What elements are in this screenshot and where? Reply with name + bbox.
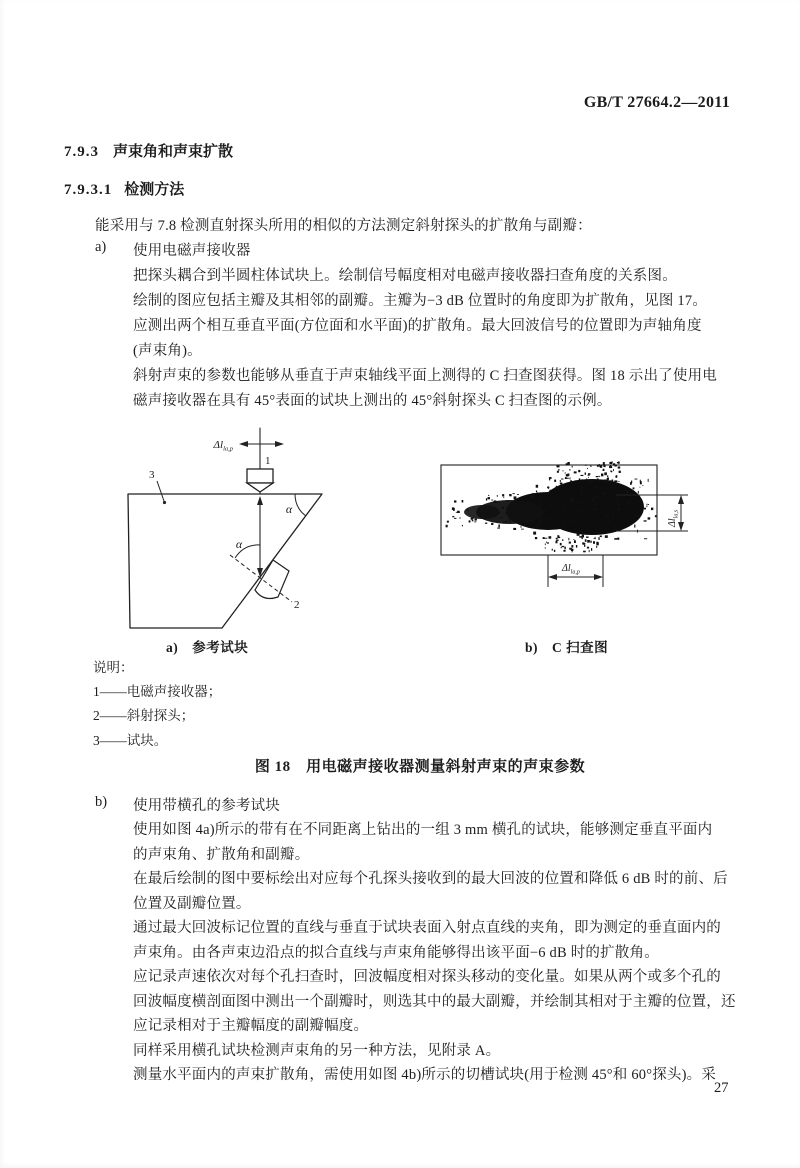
leader-line-3 [157, 481, 164, 501]
item-a-paragraph [133, 264, 717, 414]
beam-arrow [257, 496, 263, 577]
text-line: 斜射声束的参数也能够从垂直于声束轴线平面上测得的 C 扫查图获得。图 18 示出了使用电 [133, 368, 717, 384]
standard-number-header: GB/T 27664.2—2011 [583, 94, 730, 111]
intro-paragraph: 能采用与 7.8 检测直射探头所用的相似的方法测定斜射探头的扩散角与副瓣： [95, 218, 592, 234]
section-title: 声束角和声束扩散 [113, 144, 234, 160]
alpha-arc-top [295, 494, 306, 516]
section-heading-793 [64, 140, 233, 161]
subcaption-a: a) 参考试块 [166, 640, 249, 655]
alpha-label-top: α [285, 502, 293, 516]
legend-item: 2——斜射探头； [93, 708, 195, 724]
figure-caption: 图 18 用电磁声接收器测量斜射声束的声束参数 [254, 759, 586, 775]
emat-receiver [247, 469, 273, 492]
diagram-cscan [430, 455, 710, 600]
section-title: 检测方法 [124, 182, 185, 198]
svg-text:Δlla,s: $\Delta l_{la,s}$ [667, 509, 680, 527]
legend-title: 说明： [93, 660, 134, 675]
section-number: 7.9.3 [64, 144, 99, 160]
diagram-reference-block [105, 420, 405, 635]
text-line: 声束角。由各声束边沿点的拟合直线与声束角能够得出该平面−6 dB 时的扩散角。 [133, 944, 659, 961]
dimension-arrow-lap [239, 441, 284, 447]
text-line: 应测出两个相互垂直平面(方位面和水平面)的扩散角。最大回波信号的位置即为声轴角度 [133, 318, 702, 334]
leader-dot-3 [163, 501, 166, 504]
text-line: 通过最大回波标记位置的直线与垂直于试块表面入射点直线的夹角，即为测定的垂直面内的 [133, 920, 721, 936]
dim-label-lap: $\Delta l_{la,p}$ [213, 439, 233, 453]
callout-3: 3 [149, 469, 155, 481]
text-line: 测量水平面内的声束扩散角，需使用如图 4b)所示的切槽试块(用于检测 45°和 60°探头)。采 [133, 1067, 717, 1083]
callout-2: 2 [294, 599, 300, 611]
subcaption-b: b) C 扫查图 [525, 640, 609, 655]
list-item-a-title: 使用电磁声接收器 [133, 243, 251, 259]
list-item-b-title: 使用带横孔的参考试块 [133, 798, 280, 814]
section-number: 7.9.3.1 [64, 182, 113, 198]
text-line: 应记录相对于主瓣幅度的副瓣幅度。 [133, 1018, 369, 1034]
text-line: 的声束角、扩散角和副瓣。 [133, 846, 310, 863]
alpha-label-mid: α [235, 537, 243, 551]
callout-1: 1 [265, 455, 271, 467]
text-line: 应记录声速依次对每个孔扫查时，回波幅度相对探头移动的变化量。如果从两个或多个孔的 [133, 969, 721, 985]
text-line: 把探头耦合到半圆柱体试块上。绘制信号幅度相对电磁声接收器扫查角度的关系图。 [133, 268, 677, 284]
legend-item: 1——电磁声接收器； [93, 684, 222, 700]
legend-item: 3——试块。 [93, 732, 168, 748]
dim-label-las [667, 509, 680, 528]
text-line: (声束角)。 [133, 343, 202, 359]
text-line: 使用如图 4a)所示的带有在不同距离上钻出的一组 3 mm 横孔的试块，能够测定垂直平面内 [133, 822, 713, 838]
text-line: 位置及副瓣位置。 [133, 895, 251, 912]
text-line: 回波幅度横剖面图中测出一个副瓣时，则选其中的最大副瓣，并绘制其相对于主瓣的位置，还 [133, 993, 736, 1010]
list-item-b-label: b) [95, 794, 108, 810]
text-line: 磁声接收器在具有 45°表面的试块上测出的 45°斜射探头 C 扫查图的示例。 [133, 393, 612, 409]
dim-label-lap-b: $\Delta l_{la,p}$ [562, 563, 580, 576]
item-b-paragraph [133, 818, 736, 1088]
test-block-outline [128, 494, 322, 628]
text-line: 在最后绘制的图中要标绘出对应每个孔探头接收到的最大回波的位置和降低 6 dB 时的前、后 [133, 871, 728, 887]
cscan-blob [446, 461, 657, 552]
list-item-a-label: a) [95, 239, 107, 255]
page-number: 27 [714, 1080, 729, 1096]
section-heading-7931 [64, 178, 184, 199]
text-line: 同样采用横孔试块检测声束角的另一种方法，见附录 A。 [133, 1042, 501, 1059]
figure-legend [93, 656, 221, 753]
text-line: 绘制的图应包括主瓣及其相邻的副瓣。主瓣为−3 dB 位置时的角度即为扩散角，见图 17。 [133, 293, 708, 309]
